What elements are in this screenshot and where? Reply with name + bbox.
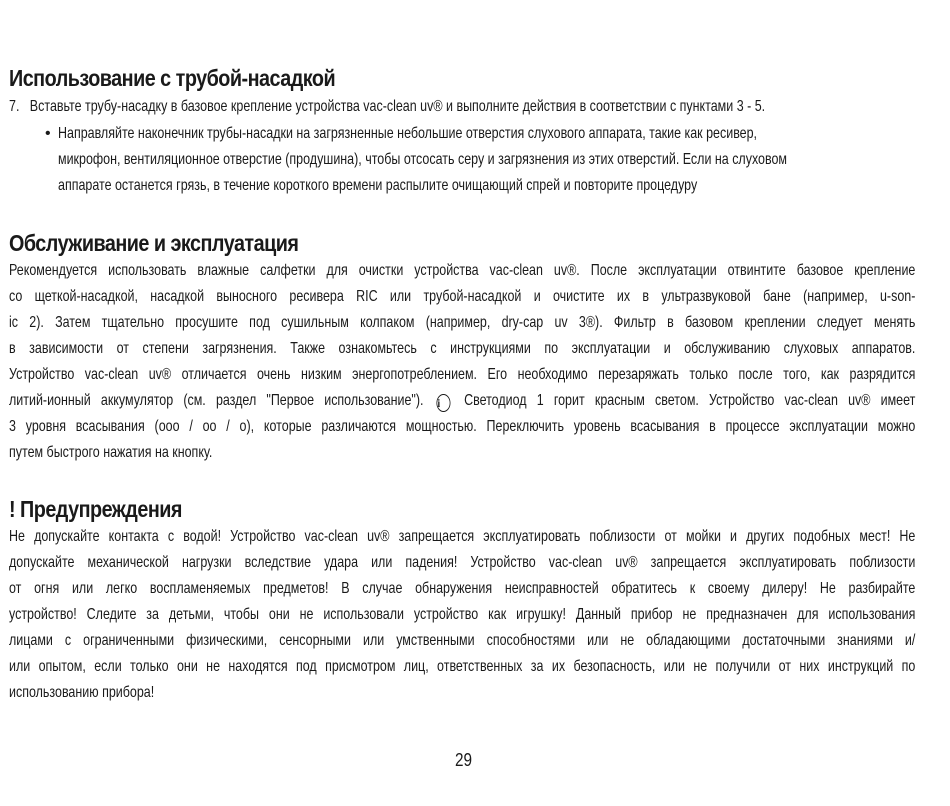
bullet-text-line: Направляйте наконечник трубы-насадки на загрязненные небольшие отверстия слухового аппарата, такие как ресивер, [58, 125, 758, 142]
warnings-paragraph [9, 524, 915, 706]
section-title-warnings: ! Предупреждения [9, 496, 182, 522]
paragraph-line: 3 уровня всасывания (ooo / oo / o), которые различаются мощностью. Переключить уровень всасывания в процессе эксплуатации можно [9, 418, 916, 435]
section-title-maintenance: Обслуживание и эксплуатация [9, 230, 299, 256]
paragraph-line: Устройство vac-clean uv® отличается очень низким энергопотреблением. Его необходимо перезаряжать только после того, как разрядится [9, 366, 916, 383]
paragraph-line: от огня или легко воспламеняемых предметов! В случае обнаружения неисправностей обратитесь к своему дилеру! Не разбирайте [9, 580, 916, 597]
info-circle-icon: i [437, 394, 451, 412]
paragraph-line: лицами с ограниченными физическими, сенсорными или умственными способностями или не обладающими достаточными знаниями и/ [9, 632, 916, 649]
paragraph-line-part: литий-ионный аккумулятор (см. раздел "Первое использование"). [9, 392, 424, 409]
bullet-text-line: аппарате останется грязь, в течение короткого времени распылите очищающий спрей и повторите процедуру [58, 177, 698, 194]
paragraph-line-part: Светодиод 1 горит красным светом. Устройство vac-clean uv® имеет [464, 392, 916, 409]
paragraph-line: устройство! Следите за детьми, чтобы они не использовали устройство как игрушку! Данный прибор не предназначен для использования [9, 606, 916, 623]
page-number: 29 [455, 750, 473, 770]
numbered-item-7: 7. Вставьте трубу-насадку в базовое крепление устройства vac-clean uv® и выполните действия в соответствии с пунктами 3 - 5. [9, 98, 766, 115]
section-title-tube-nozzle: Использование с трубой-насадкой [9, 65, 336, 91]
bullet-text-line: микрофон, вентиляционное отверстие (продушина), чтобы отсосать серу и загрязнения из этих отверстий. Если на слуховом [58, 151, 788, 168]
document-page [9, 0, 915, 806]
paragraph-line: использованию прибора! [9, 684, 155, 701]
maintenance-paragraph [9, 258, 915, 466]
bullet-text [58, 121, 900, 199]
bullet-icon: • [45, 125, 51, 142]
paragraph-line: или опытом, если только они не находятся под присмотром лиц, ответственных за их безопасность, или не получили от них инструкций по [9, 658, 916, 675]
paragraph-line: допускайте механической нагрузки вследствие удара или падения! Устройство vac-clean uv® запрещается эксплуатировать поблизости [9, 554, 916, 571]
paragraph-line: в зависимости от степени загрязнения. Также ознакомьтесь с инструкциями по эксплуатации и обслуживанию слуховых аппаратов. [9, 340, 916, 357]
paragraph-line-with-icon [9, 388, 915, 414]
paragraph-line: Рекомендуется использовать влажные салфетки для очистки устройства vac-clean uv®. После эксплуатации отвинтите базовое крепление [9, 262, 916, 279]
paragraph-line: Не допускайте контакта с водой! Устройство vac-clean uv® запрещается эксплуатировать поблизости от мойки и других подобных мест! Не [9, 528, 916, 545]
paragraph-line: путем быстрого нажатия на кнопку. [9, 444, 213, 461]
paragraph-line: со щеткой-насадкой, насадкой выносного ресивера RIC или трубой-насадкой и очистите их в ультразвуковой бане (например, u-son- [9, 288, 916, 305]
paragraph-line: ic 2). Затем тщательно просушите под сушильным колпаком (например, dry-cap uv 3®). Фильтр в базовом креплении следует менять [9, 314, 916, 331]
